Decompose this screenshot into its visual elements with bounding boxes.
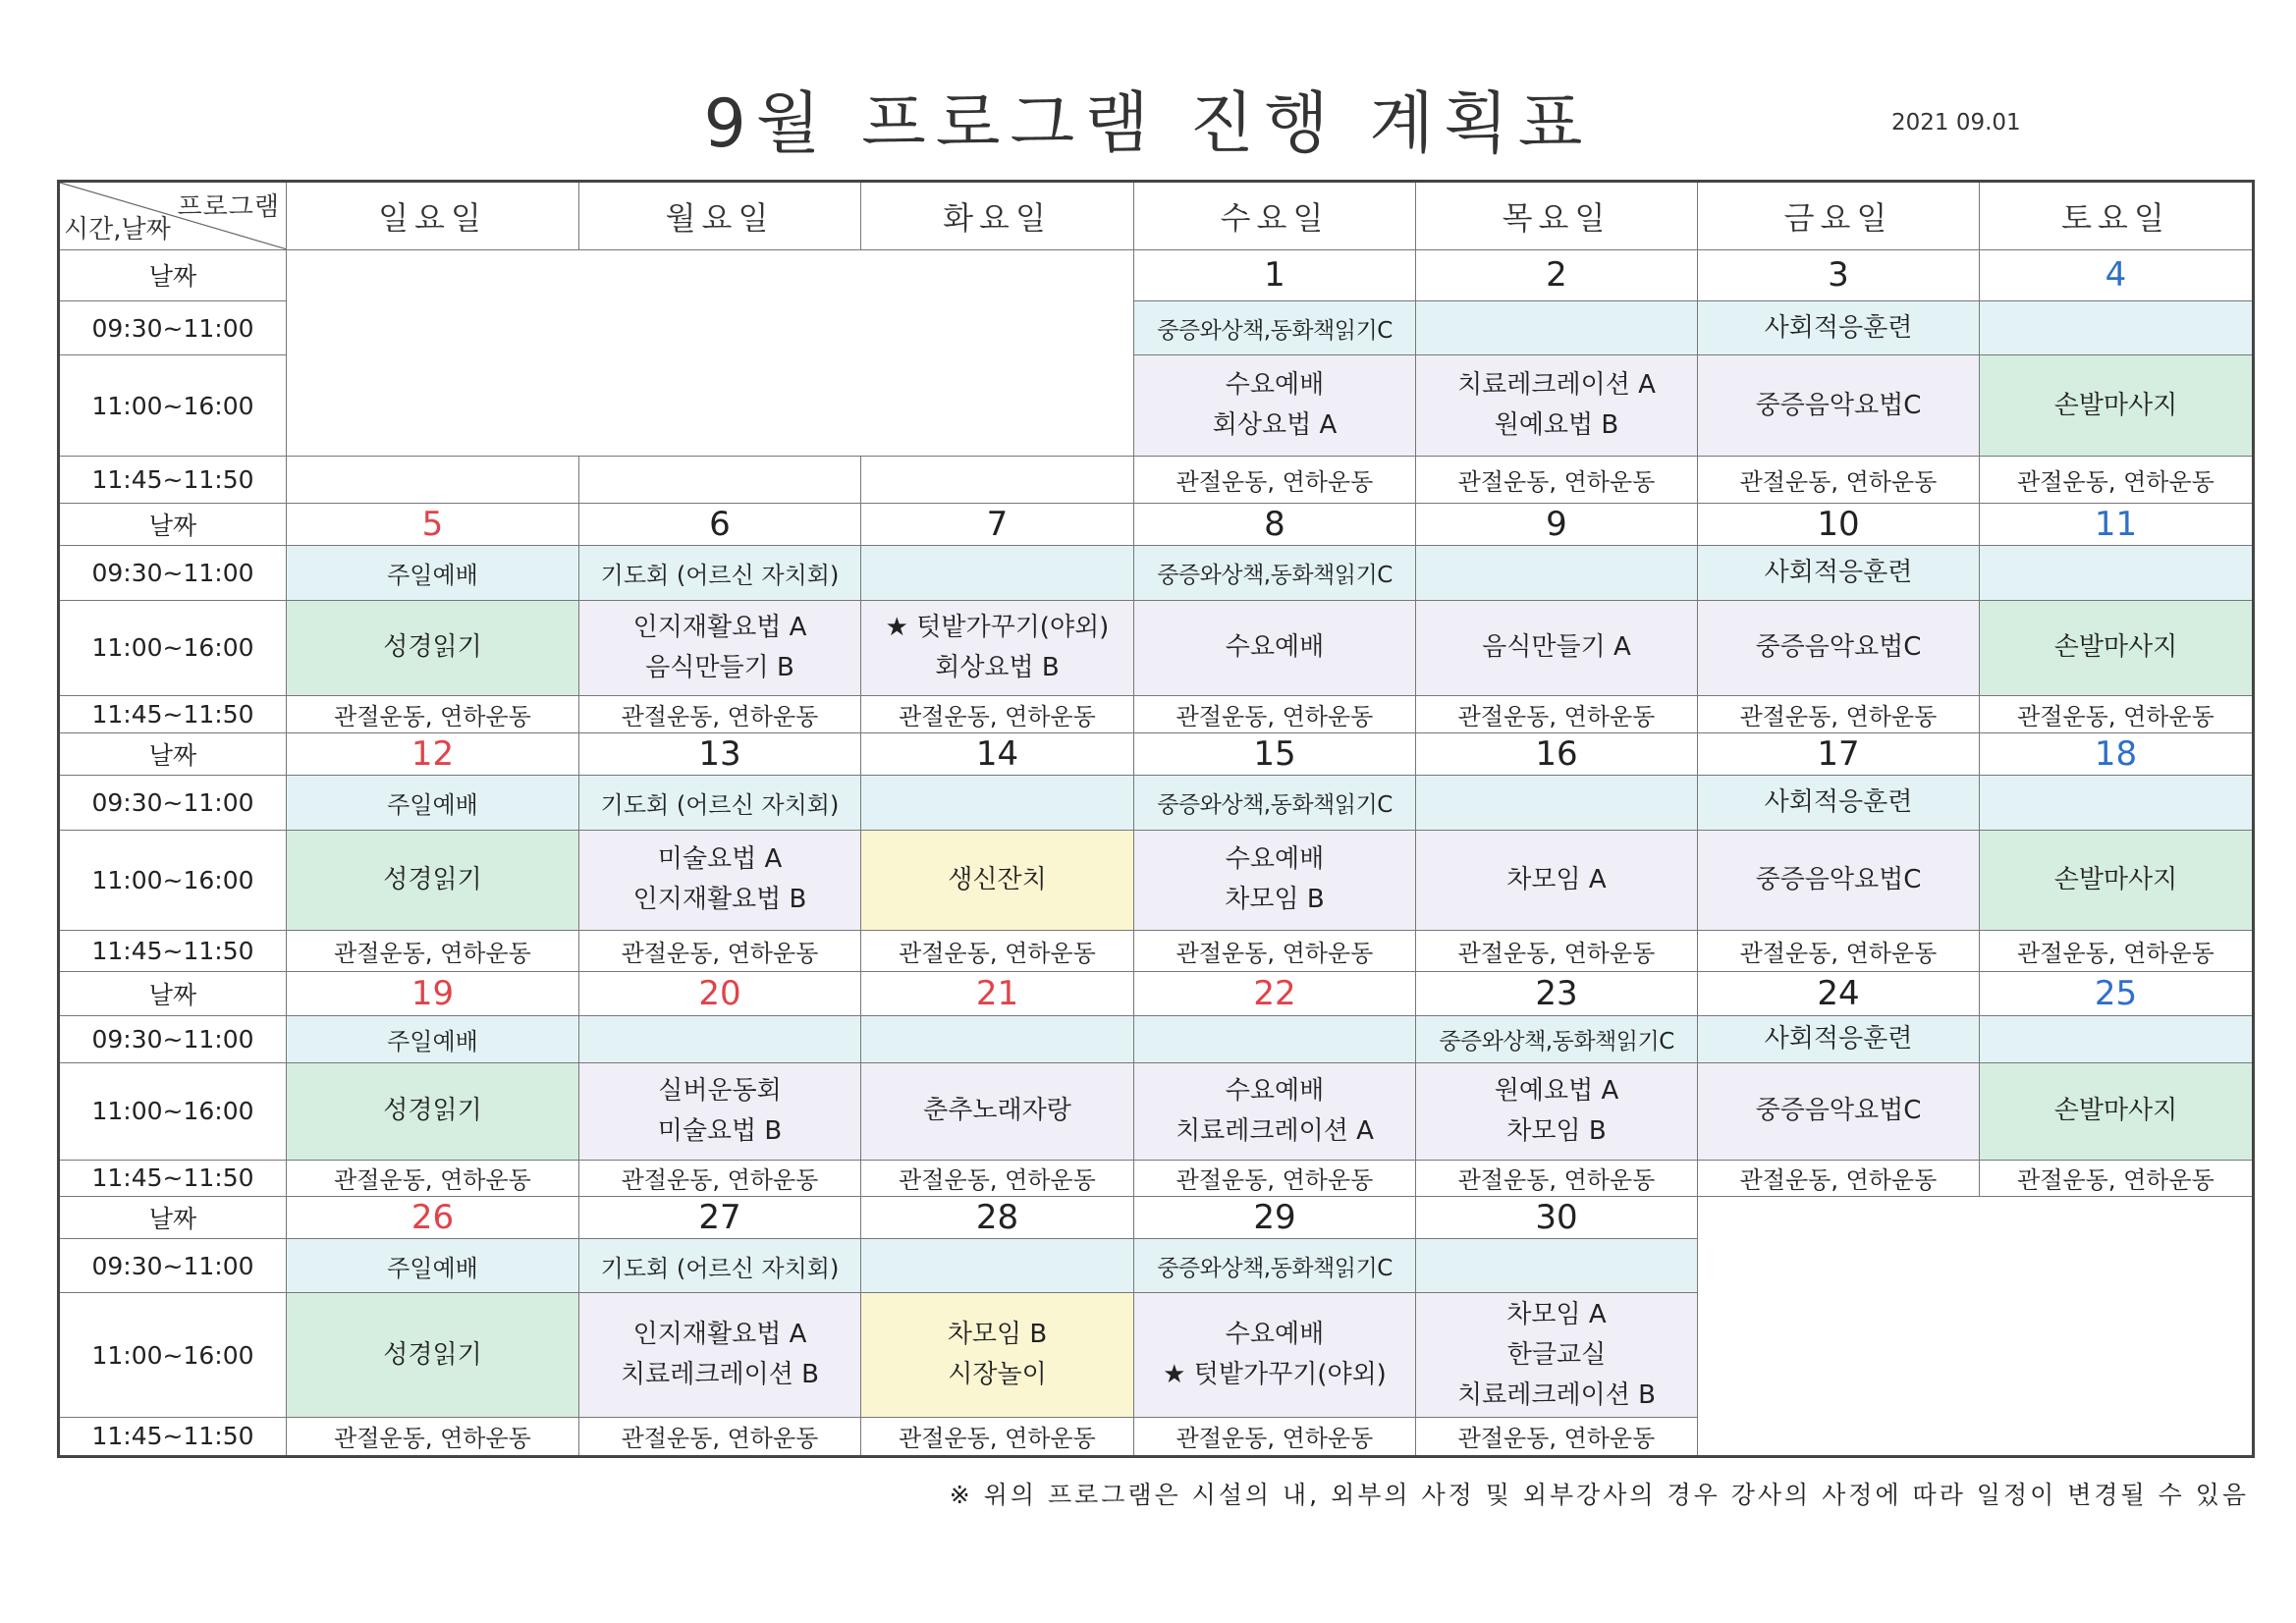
program-line: ★ 텃밭가꾸기(야외) <box>885 612 1110 642</box>
program-line: 음식만들기 B <box>645 652 794 682</box>
program-cell: 사회적응훈련 <box>1698 776 1980 830</box>
corner-header <box>59 182 287 250</box>
program-line: 수요예배 <box>1225 844 1325 875</box>
program-cell: 중증와상책,동화책읽기C <box>1134 1239 1416 1293</box>
program-cell <box>1416 776 1698 830</box>
exercise-cell: 관절운동, 연하운동 <box>579 1161 861 1196</box>
program-line: 중증음악요법C <box>1755 390 1922 420</box>
exercise-cell: 관절운동, 연하운동 <box>1980 1161 2254 1196</box>
day-number: 5 <box>287 503 579 545</box>
program-cell <box>861 1239 1134 1293</box>
date-label: 날짜 <box>59 503 287 545</box>
program-line: ★ 텃밭가꾸기(야외) <box>1163 1360 1387 1389</box>
exercise-row <box>59 696 2254 732</box>
exercise-cell: 관절운동, 연하운동 <box>579 696 861 732</box>
exercise-cell: 관절운동, 연하운동 <box>1134 1417 1416 1456</box>
program-line: 시장놀이 <box>948 1360 1047 1389</box>
program-cell <box>861 546 1134 600</box>
program-line: 미술요법 B <box>657 1115 783 1146</box>
program-cell <box>1416 355 1698 457</box>
date-row <box>59 971 2254 1015</box>
program-cell <box>1134 600 1416 696</box>
date-row <box>59 1196 2254 1238</box>
program-cell <box>1416 1239 1698 1293</box>
program-cell <box>1698 1062 1980 1161</box>
date-row <box>59 503 2254 545</box>
program-line: 차모임 B <box>1225 885 1325 915</box>
day-number: 26 <box>287 1196 579 1238</box>
exercise-cell: 관절운동, 연하운동 <box>1134 1161 1416 1196</box>
exercise-cell: 관절운동, 연하운동 <box>1416 457 1698 503</box>
program-cell <box>1980 546 2254 600</box>
program-cell: 중증와상책,동화책읽기C <box>1416 1016 1698 1062</box>
time-label: 11:45~11:50 <box>59 1417 287 1456</box>
header-tuesday: 화요일 <box>861 182 1134 250</box>
program-cell: 중증와상책,동화책읽기C <box>1134 776 1416 830</box>
program-cell: 주일예배 <box>287 1239 579 1293</box>
program-line: 성경읽기 <box>383 864 482 894</box>
day-number: 20 <box>579 971 861 1015</box>
exercise-cell: 관절운동, 연하운동 <box>1134 696 1416 732</box>
exercise-cell: 관절운동, 연하운동 <box>1698 457 1980 503</box>
exercise-cell: 관절운동, 연하운동 <box>579 931 861 971</box>
time-label: 11:45~11:50 <box>59 931 287 971</box>
issue-date: 2021 09.01 <box>1891 110 2021 135</box>
date-label: 날짜 <box>59 1196 287 1238</box>
program-cell <box>861 1293 1134 1417</box>
exercise-cell: 관절운동, 연하운동 <box>287 931 579 971</box>
program-line: 중증음악요법C <box>1755 1096 1922 1126</box>
program-line: 인지재활요법 A <box>632 1320 807 1349</box>
time-label: 11:00~16:00 <box>59 600 287 696</box>
program-line: 차모임 A <box>1506 864 1607 894</box>
program-cell <box>1980 1016 2254 1062</box>
exercise-cell: 관절운동, 연하운동 <box>1980 931 2254 971</box>
exercise-cell: 관절운동, 연하운동 <box>861 1161 1134 1196</box>
day-number: 7 <box>861 503 1134 545</box>
program-cell <box>1698 355 1980 457</box>
exercise-cell: 관절운동, 연하운동 <box>1134 931 1416 971</box>
day-number: 30 <box>1416 1196 1698 1238</box>
program-cell: 기도회 (어르신 자치회) <box>579 776 861 830</box>
program-cell: 기도회 (어르신 자치회) <box>579 546 861 600</box>
program-cell <box>1134 1016 1416 1062</box>
program-cell <box>287 1293 579 1417</box>
day-number: 11 <box>1980 503 2254 545</box>
exercise-cell: 관절운동, 연하운동 <box>579 1417 861 1456</box>
program-cell <box>1980 776 2254 830</box>
program-cell <box>1134 1062 1416 1161</box>
program-cell: 주일예배 <box>287 776 579 830</box>
date-label: 날짜 <box>59 249 287 300</box>
program-cell: 중증와상책,동화책읽기C <box>1134 301 1416 355</box>
day-number: 16 <box>1416 732 1698 775</box>
exercise-cell: 관절운동, 연하운동 <box>861 931 1134 971</box>
date-label: 날짜 <box>59 971 287 1015</box>
day-number: 28 <box>861 1196 1134 1238</box>
program-cell <box>579 600 861 696</box>
day-number: 19 <box>287 971 579 1015</box>
program-line: 성경읽기 <box>383 632 482 663</box>
program-cell <box>1416 546 1698 600</box>
program-line: 손발마사지 <box>2053 1096 2178 1126</box>
time-label: 11:45~11:50 <box>59 1161 287 1196</box>
program-cell <box>287 1062 579 1161</box>
program-cell <box>287 600 579 696</box>
time-label: 09:30~11:00 <box>59 1016 287 1062</box>
day-number: 3 <box>1698 249 1980 300</box>
date-row <box>59 249 2254 300</box>
program-cell <box>1416 1293 1698 1417</box>
exercise-cell: 관절운동, 연하운동 <box>1416 931 1698 971</box>
midday-row <box>59 830 2254 931</box>
day-number: 2 <box>1416 249 1698 300</box>
program-cell <box>861 600 1134 696</box>
program-cell: 주일예배 <box>287 546 579 600</box>
program-line: 인지재활요법 A <box>632 612 807 642</box>
day-number: 9 <box>1416 503 1698 545</box>
program-line: 치료레크레이션 B <box>621 1360 819 1389</box>
exercise-cell: 관절운동, 연하운동 <box>1980 457 2254 503</box>
program-line: 치료레크레이션 A <box>1175 1115 1374 1146</box>
day-number: 8 <box>1134 503 1416 545</box>
program-cell <box>1416 301 1698 355</box>
time-label: 09:30~11:00 <box>59 776 287 830</box>
day-number: 6 <box>579 503 861 545</box>
exercise-cell: 관절운동, 연하운동 <box>1698 931 1980 971</box>
program-cell <box>861 1062 1134 1161</box>
program-line: 원예요법 B <box>1494 410 1619 441</box>
program-line: 손발마사지 <box>2053 632 2178 663</box>
program-cell <box>1134 1293 1416 1417</box>
program-line: 중증음악요법C <box>1755 632 1922 663</box>
empty-cell <box>579 457 861 503</box>
program-line: 음식만들기 A <box>1482 632 1631 663</box>
exercise-cell: 관절운동, 연하운동 <box>287 696 579 732</box>
program-cell <box>1134 355 1416 457</box>
empty-cell <box>287 249 1134 457</box>
corner-time-date-label: 시간,날짜 <box>64 214 171 244</box>
program-line: 중증음악요법C <box>1755 864 1922 894</box>
morning-row <box>59 776 2254 830</box>
program-cell: 사회적응훈련 <box>1698 1016 1980 1062</box>
day-number: 25 <box>1980 971 2254 1015</box>
program-cell <box>1698 600 1980 696</box>
program-cell: 사회적응훈련 <box>1698 301 1980 355</box>
program-line: 수요예배 <box>1225 370 1325 401</box>
day-number: 22 <box>1134 971 1416 1015</box>
program-cell <box>1980 830 2254 931</box>
program-line: 수요예배 <box>1225 1320 1325 1349</box>
program-cell <box>1416 1062 1698 1161</box>
program-cell <box>1980 1062 2254 1161</box>
day-number: 23 <box>1416 971 1698 1015</box>
program-cell <box>579 1062 861 1161</box>
program-line: 차모임 A <box>1506 1299 1607 1329</box>
program-cell <box>1980 355 2254 457</box>
time-label: 11:00~16:00 <box>59 355 287 457</box>
time-label: 11:00~16:00 <box>59 1062 287 1161</box>
program-cell: 기도회 (어르신 자치회) <box>579 1239 861 1293</box>
program-line: 미술요법 A <box>657 844 783 875</box>
program-line: 수요예배 <box>1225 1075 1325 1106</box>
exercise-cell: 관절운동, 연하운동 <box>287 1417 579 1456</box>
footnote: ※ 위의 프로그램은 시설의 내, 외부의 사정 및 외부강사의 경우 강사의 사정에 따라 일정이 변경될 수 있음 <box>949 1481 2249 1509</box>
header-row <box>59 182 2254 250</box>
exercise-row <box>59 457 2254 503</box>
header-saturday: 토요일 <box>1980 182 2254 250</box>
day-number: 17 <box>1698 732 1980 775</box>
exercise-cell: 관절운동, 연하운동 <box>1416 1161 1698 1196</box>
empty-cell <box>287 457 579 503</box>
header-wednesday: 수요일 <box>1134 182 1416 250</box>
time-label: 09:30~11:00 <box>59 301 287 355</box>
exercise-cell: 관절운동, 연하운동 <box>287 1161 579 1196</box>
exercise-cell: 관절운동, 연하운동 <box>1134 457 1416 503</box>
header-sunday: 일요일 <box>287 182 579 250</box>
midday-row <box>59 1062 2254 1161</box>
day-number: 18 <box>1980 732 2254 775</box>
exercise-cell: 관절운동, 연하운동 <box>1980 696 2254 732</box>
program-line: 한글교실 <box>1506 1339 1607 1370</box>
empty-cell <box>861 457 1134 503</box>
program-cell <box>579 1293 861 1417</box>
program-cell: 사회적응훈련 <box>1698 546 1980 600</box>
midday-row <box>59 600 2254 696</box>
header-monday: 월요일 <box>579 182 861 250</box>
day-number: 4 <box>1980 249 2254 300</box>
empty-cell <box>1698 1196 2254 1456</box>
header-thursday: 목요일 <box>1416 182 1698 250</box>
program-line: 치료레크레이션 B <box>1457 1380 1656 1410</box>
program-cell: 중증와상책,동화책읽기C <box>1134 546 1416 600</box>
header-friday: 금요일 <box>1698 182 1980 250</box>
program-line: 차모임 B <box>1506 1115 1607 1146</box>
program-cell: 주일예배 <box>287 1016 579 1062</box>
schedule-table <box>57 180 2255 1458</box>
program-cell <box>861 1016 1134 1062</box>
program-cell <box>1980 600 2254 696</box>
program-line: 손발마사지 <box>2053 864 2178 894</box>
program-cell <box>287 830 579 931</box>
program-line: 성경읽기 <box>383 1339 482 1370</box>
program-cell <box>1134 830 1416 931</box>
page-title: 9월 프로그램 진행 계획표 <box>703 85 1593 163</box>
time-label: 11:00~16:00 <box>59 1293 287 1417</box>
time-label: 09:30~11:00 <box>59 1239 287 1293</box>
program-cell <box>861 776 1134 830</box>
day-number: 13 <box>579 732 861 775</box>
day-number: 10 <box>1698 503 1980 545</box>
day-number: 1 <box>1134 249 1416 300</box>
exercise-row <box>59 1161 2254 1196</box>
program-cell <box>1416 600 1698 696</box>
day-number: 27 <box>579 1196 861 1238</box>
exercise-cell: 관절운동, 연하운동 <box>861 696 1134 732</box>
program-line: 치료레크레이션 A <box>1457 370 1656 401</box>
program-cell <box>1980 301 2254 355</box>
program-line: 생신잔치 <box>948 864 1047 894</box>
exercise-cell: 관절운동, 연하운동 <box>1698 1161 1980 1196</box>
time-label: 09:30~11:00 <box>59 546 287 600</box>
program-cell <box>579 830 861 931</box>
day-number: 29 <box>1134 1196 1416 1238</box>
program-line: 회상요법 B <box>935 652 1060 682</box>
corner-program-label: 프로그램 <box>177 192 280 222</box>
program-line: 수요예배 <box>1225 632 1325 663</box>
time-label: 11:00~16:00 <box>59 830 287 931</box>
exercise-cell: 관절운동, 연하운동 <box>861 1417 1134 1456</box>
program-line: 춘추노래자랑 <box>923 1096 1071 1126</box>
program-line: 차모임 B <box>947 1320 1048 1349</box>
date-row <box>59 732 2254 775</box>
day-number: 15 <box>1134 732 1416 775</box>
exercise-cell: 관절운동, 연하운동 <box>1416 1417 1698 1456</box>
day-number: 12 <box>287 732 579 775</box>
program-cell <box>861 830 1134 931</box>
morning-row <box>59 1016 2254 1062</box>
program-line: 회상요법 A <box>1212 410 1338 441</box>
program-line: 손발마사지 <box>2053 390 2178 420</box>
program-line: 인지재활요법 B <box>632 885 807 915</box>
date-label: 날짜 <box>59 732 287 775</box>
day-number: 21 <box>861 971 1134 1015</box>
time-label: 11:45~11:50 <box>59 457 287 503</box>
day-number: 24 <box>1698 971 1980 1015</box>
exercise-row <box>59 931 2254 971</box>
exercise-cell: 관절운동, 연하운동 <box>1416 696 1698 732</box>
program-cell <box>1698 830 1980 931</box>
program-line: 성경읽기 <box>383 1096 482 1126</box>
program-cell <box>1416 830 1698 931</box>
day-number: 14 <box>861 732 1134 775</box>
program-cell <box>579 1016 861 1062</box>
morning-row <box>59 546 2254 600</box>
program-line: 원예요법 A <box>1494 1075 1619 1106</box>
exercise-cell: 관절운동, 연하운동 <box>1698 696 1980 732</box>
program-line: 실버운동회 <box>658 1075 782 1106</box>
time-label: 11:45~11:50 <box>59 696 287 732</box>
